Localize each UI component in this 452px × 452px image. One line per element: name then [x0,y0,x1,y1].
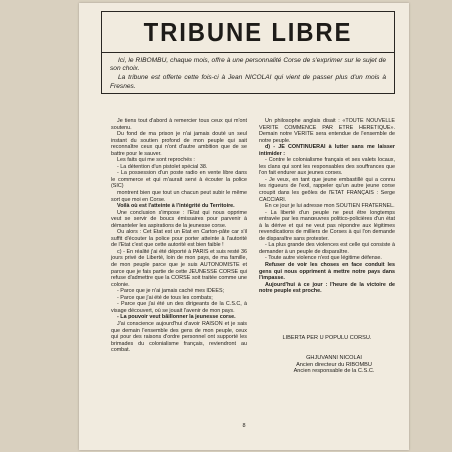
paragraph: Aujourd'hui à ce jour : l'heure de la victoire de notre peuple est proche. [259,281,395,295]
page-number: 8 [242,423,246,429]
signature-block [269,355,399,375]
motto: LIBERTA PER U POPULU CORSU. [282,335,372,341]
paragraph: - La liberté d'un peuple ne peut être longtemps entravée par les manœuvres politico-policières d'un état à la dérive et qui ne veut pas répondre aux légitimes revendications de milliers de Corses à qui l'on demande de disparaître sans protester. [259,209,395,242]
paragraph: Les faits qui me sont reprochés : [117,157,195,164]
paragraph: - Parce que j'ai été un des dirigeants de la C.S.C, à visage découvert, où se jouait l'avenir de mon pays. [111,301,247,314]
intro-box [101,51,395,94]
right-column [259,118,395,295]
paragraph: d) - JE CONTINUERAI à lutter sans me laisser intimider : [259,144,395,157]
paragraph: En ce jour je lui adresse mon SOUTIEN FRATERNEL. [265,203,395,210]
intro-text [110,57,386,92]
page-title: TRIBUNE LIBRE [143,17,353,47]
paragraph: - La possession d'un poste radio en vente libre dans le commerce et qui m'aurait servi à écouter la police (SIC) [111,170,247,190]
paragraph: - Je veux, en tant que jeune embastillé qui a connu les rigueurs de l'exil, rappeler qu'un autre jeune corse croupit dans les geôles de l'ETAT FRANÇAIS : Serge CACCIARI. [259,176,395,203]
paragraph: - La pouvoir veut bâillonner la jeunesse corse. [117,314,236,321]
intro-paragraph: La tribune est offerte cette fois-ci à Jean NICOLAI qui vient de passer plus d'un mois à Fresnes. [110,74,386,90]
signature-role: Ancien directeur du RIBOMBU [296,361,372,368]
paragraph: - La plus grande des violences est celle qui consiste à demander à un peuple de disparaître. [259,242,395,255]
paragraph: montrent bien que tout un chacun peut subir le même sort que moi en Corse. [111,190,247,203]
paragraph: Du fond de ma prison je n'ai jamais douté un seul instant du soutien profond de mon peuple qui sait reconnaître ceux qui n'ont d'autre ambition que de se battre pour le sauver. [111,131,247,157]
paragraph: c) - En réalité j'ai été déporté à PARIS et suis resté 36 jours privé de Liberté, loin de mon pays, de ma famille, de mon peuple parce que je suis AUTONOMISTE et parce que je fais partie de cette JEUNESSE CORSE qui refuse d'admettre que la CORSE soit traitée comme une colonie. [111,248,247,288]
paragraph: Je tiens tout d'abord à remercier tous ceux qui m'ont soutenu. [111,118,247,131]
intro-paragraph: Ici, le RIBOMBU, chaque mois, offre à une personnalité Corse de s'exprimer sur le sujet de son choix. [110,57,386,73]
title-box [101,11,395,53]
signature-role: Ancien responsable de la C.S.C. [293,368,375,375]
document-page [79,3,409,450]
paragraph: - La détention d'un pistolet spécial 38. [117,163,208,170]
paragraph: Un philosophe anglais disait : «TOUTE NOUVELLE VERITE COMMENCE PAR ETRE HERETIQUE». Demain notre VERITE sera entendue de l'ensemble de notre peuple. [259,118,395,144]
left-column [111,118,247,354]
paragraph: - Contre le colonialisme français et ses valets locaux, les clans qui sont les responsables des souffrances que l'on fait endurer aux jeunes corses. [259,157,395,177]
paragraph: Voilà où est l'atteinte à l'intégrité du Territoire. [117,203,235,210]
paragraph: - Parce que je n'ai jamais caché mes IDEES; [117,288,225,295]
paragraph: Refuser de voir les choses en face conduit les gens qui nous oppriment à mettre notre pays dans l'impasse. [259,262,395,282]
paragraph: J'ai conscience aujourd'hui d'avoir RAISON et je sais que demain l'ensemble des gens de mon peuple, ceux qui pour des raisons d'ordre personnel ont supporté les brimades du colonialisme français, reviendront au combat. [111,320,247,354]
signature-name: GHJUVANNI NICOLAI [306,355,362,361]
paragraph: - Toute autre violence n'est que légitime défense. [265,255,382,262]
paragraph: Une conclusion s'impose : l'Etat qui nous opprime veut se servir de boucs émissaires pour parvenir à démanteler les aspirations de la jeunesse corse. [111,209,247,229]
paragraph: - Parce que j'ai été de tous les combats; [117,294,213,301]
paragraph: Ou alors : Cet Etat est un Etat en Carton-pâte car s'il suffit d'écouter la police pour porter atteinte à l'autorité de l'Etat c'est que cette autorité est bien faible ! [111,229,247,249]
